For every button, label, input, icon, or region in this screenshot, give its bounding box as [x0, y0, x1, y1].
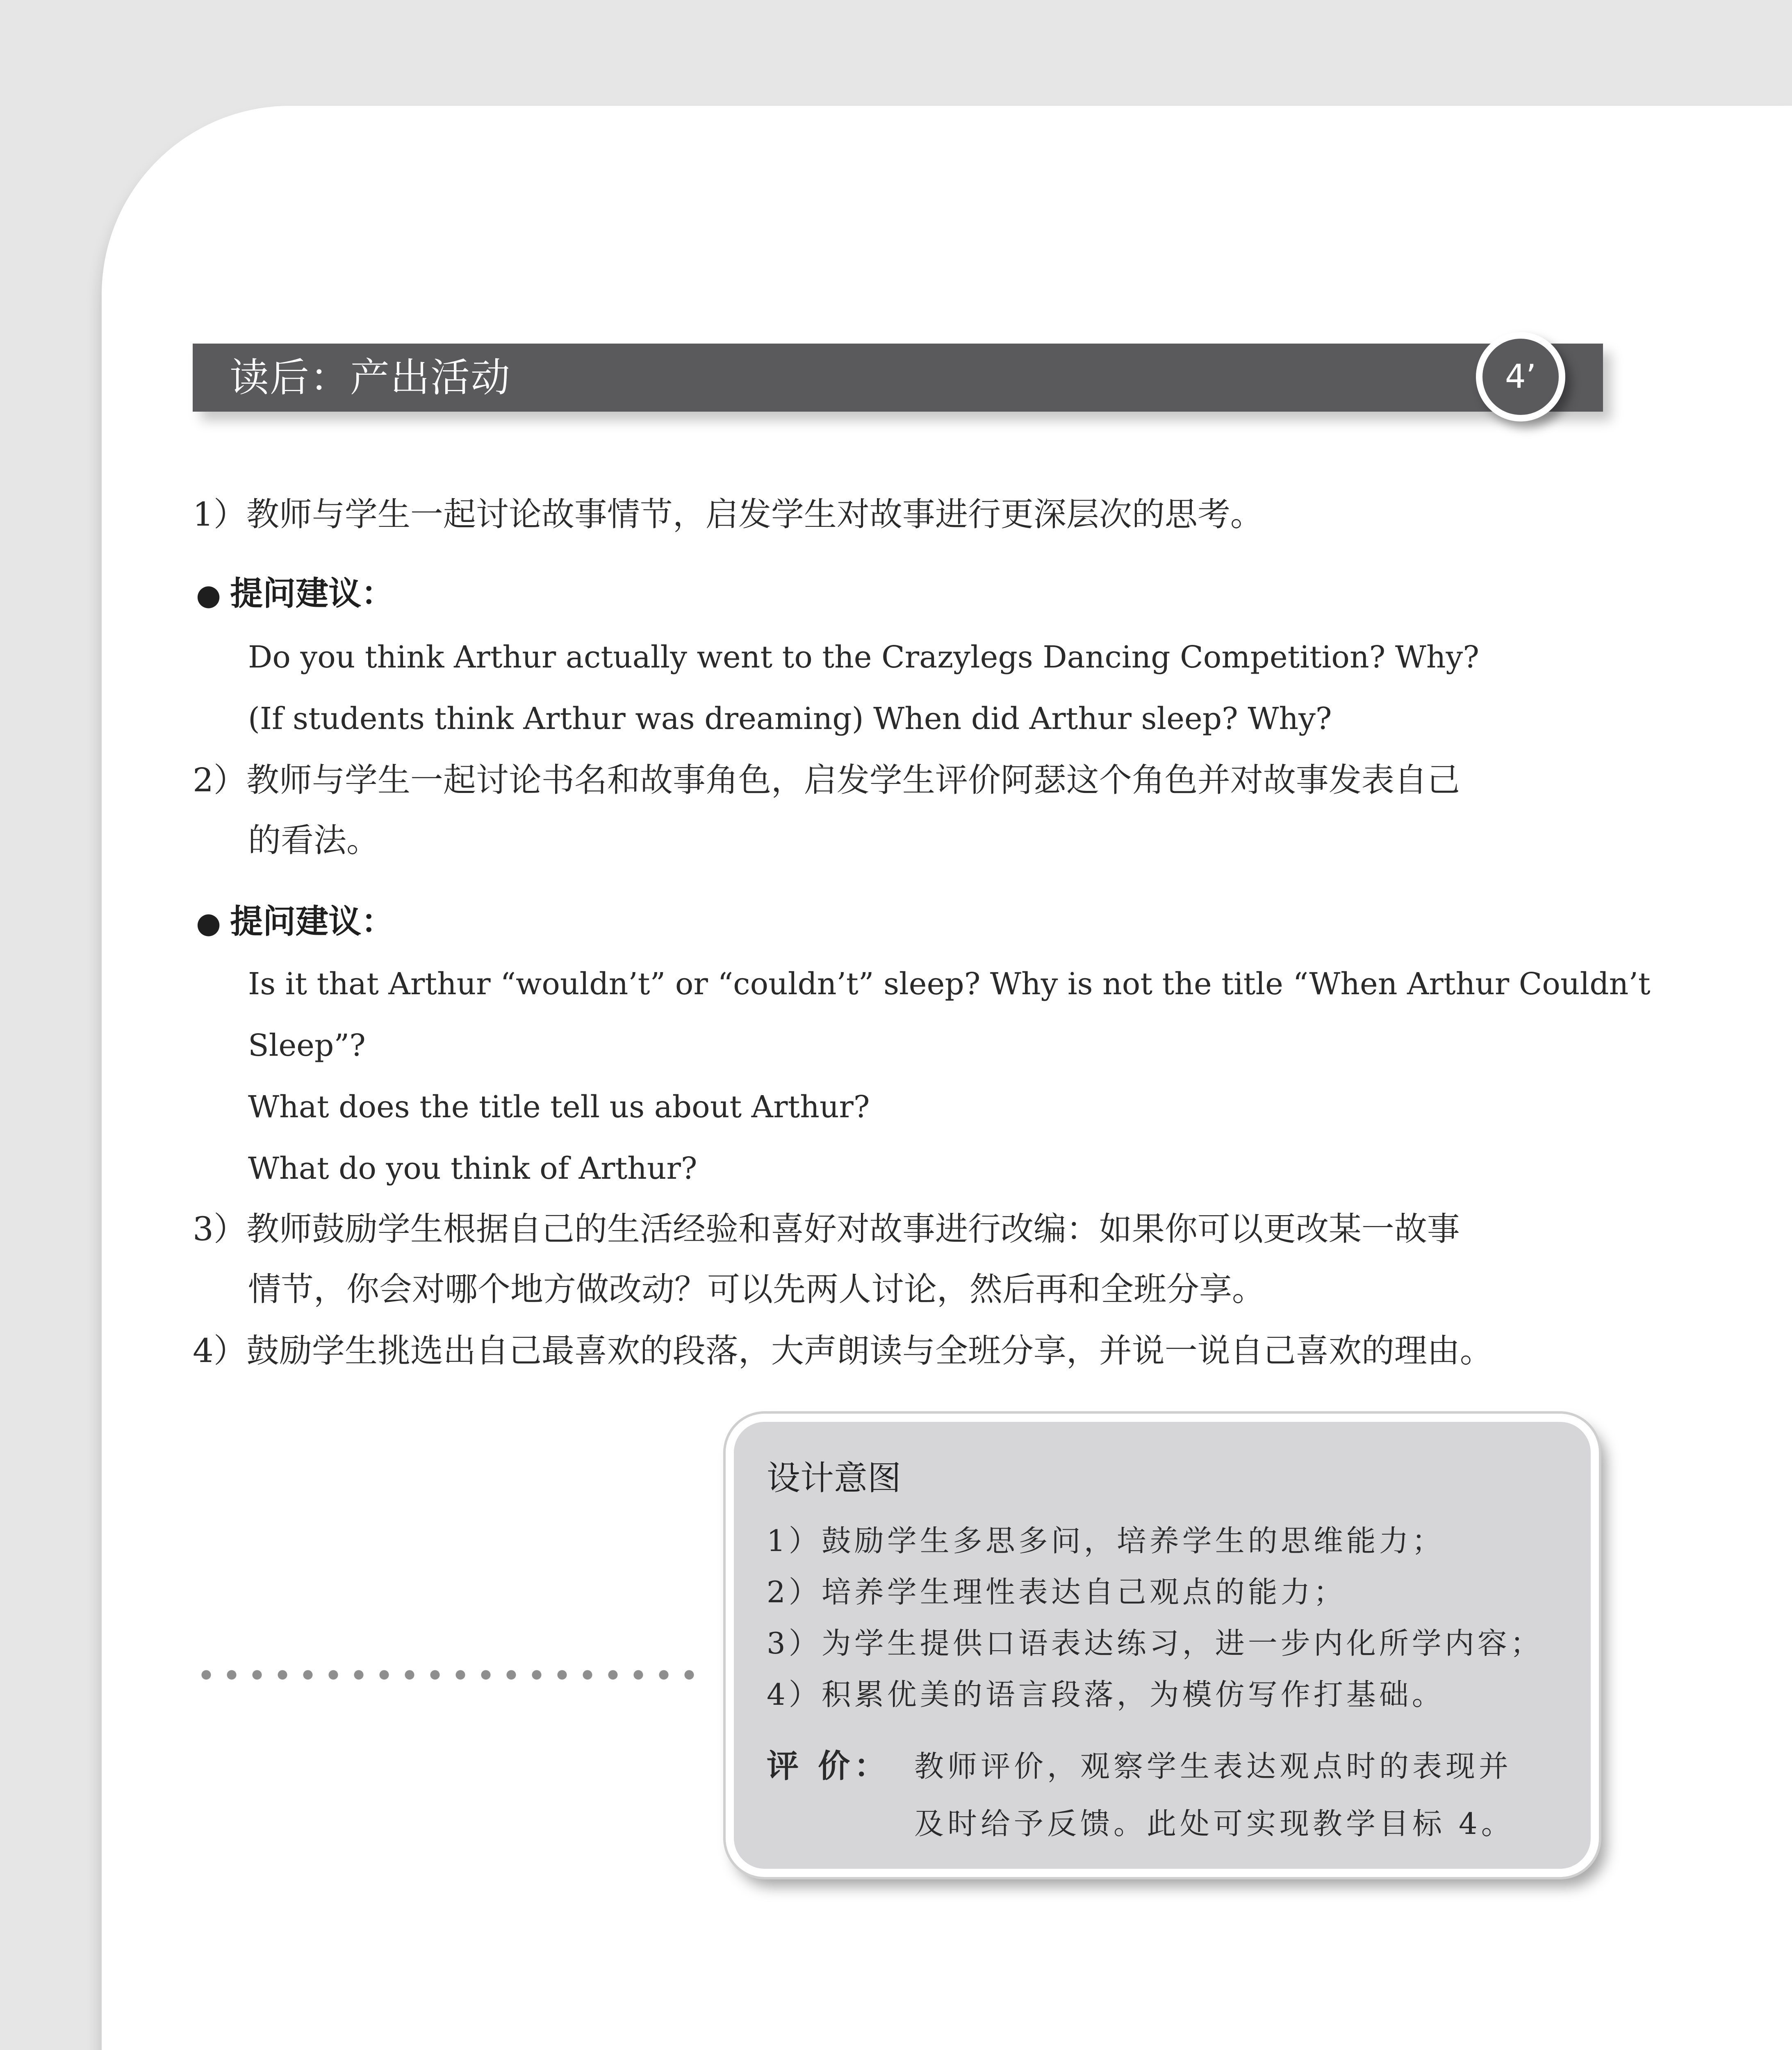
- question-line: Do you think Arthur actually went to the Crazylegs Dancing Competition? Why?: [248, 640, 1480, 675]
- design-intent-item: 2）培养学生理性表达自己观点的能力；: [767, 1575, 1346, 1609]
- activity-item-3-cont: 情节，你会对哪个地方做改动？可以先两人讨论，然后再和全班分享。: [248, 1270, 1265, 1308]
- question-line: Is it that Arthur “wouldn’t” or “couldn’t” sleep? Why is not the title “When Arthur Couldn’t: [248, 966, 1651, 1002]
- activity-item-4: 4）鼓励学生挑选出自己最喜欢的段落，大声朗读与全班分享，并说一说自己喜欢的理由。: [193, 1332, 1493, 1370]
- time-badge: 4’: [1476, 332, 1565, 421]
- question-line: What does the title tell us about Arthur?: [248, 1089, 870, 1125]
- activity-item-1: 1）教师与学生一起讨论故事情节，启发学生对故事进行更深层次的思考。: [193, 495, 1263, 533]
- question-line: What do you think of Arthur?: [248, 1151, 697, 1186]
- design-intent-item: 1）鼓励学生多思多问，培养学生的思维能力；: [767, 1524, 1445, 1558]
- section-header: [193, 344, 1603, 412]
- bullet-dot-icon: ●: [196, 906, 221, 940]
- dotted-divider: [194, 1669, 702, 1681]
- bullet-label: 提问建议：: [230, 902, 394, 941]
- activity-item-2: 2）教师与学生一起讨论书名和故事角色，启发学生评价阿瑟这个角色并对故事发表自己: [193, 761, 1460, 799]
- section-title: 读后：产出活动: [230, 355, 511, 401]
- bullet-label: 提问建议：: [230, 574, 394, 613]
- bullet-dot-icon: ●: [196, 578, 221, 612]
- activity-item-2-cont: 的看法。: [248, 821, 379, 859]
- activity-item-3: 3）教师鼓励学生根据自己的生活经验和喜好对故事进行改编：如果你可以更改某一故事: [193, 1210, 1460, 1248]
- question-line: (If students think Arthur was dreaming) When did Arthur sleep? Why?: [248, 701, 1332, 736]
- question-suggestion-heading: [196, 899, 394, 945]
- evaluation-text: 教师评价，观察学生表达观点时的表现并: [914, 1749, 1512, 1784]
- question-line: Sleep”?: [248, 1028, 366, 1063]
- design-intent-box: [726, 1414, 1599, 1877]
- design-intent-item: 3）为学生提供口语表达练习，进一步内化所学内容；: [767, 1626, 1543, 1660]
- design-intent-item: 4）积累优美的语言段落，为模仿写作打基础。: [767, 1677, 1445, 1712]
- design-intent-title: 设计意图: [767, 1459, 902, 1498]
- question-suggestion-heading: [196, 571, 394, 617]
- evaluation-label: 评 价：: [767, 1748, 890, 1785]
- evaluation-text: 及时给予反馈。此处可实现教学目标 4。: [914, 1806, 1514, 1841]
